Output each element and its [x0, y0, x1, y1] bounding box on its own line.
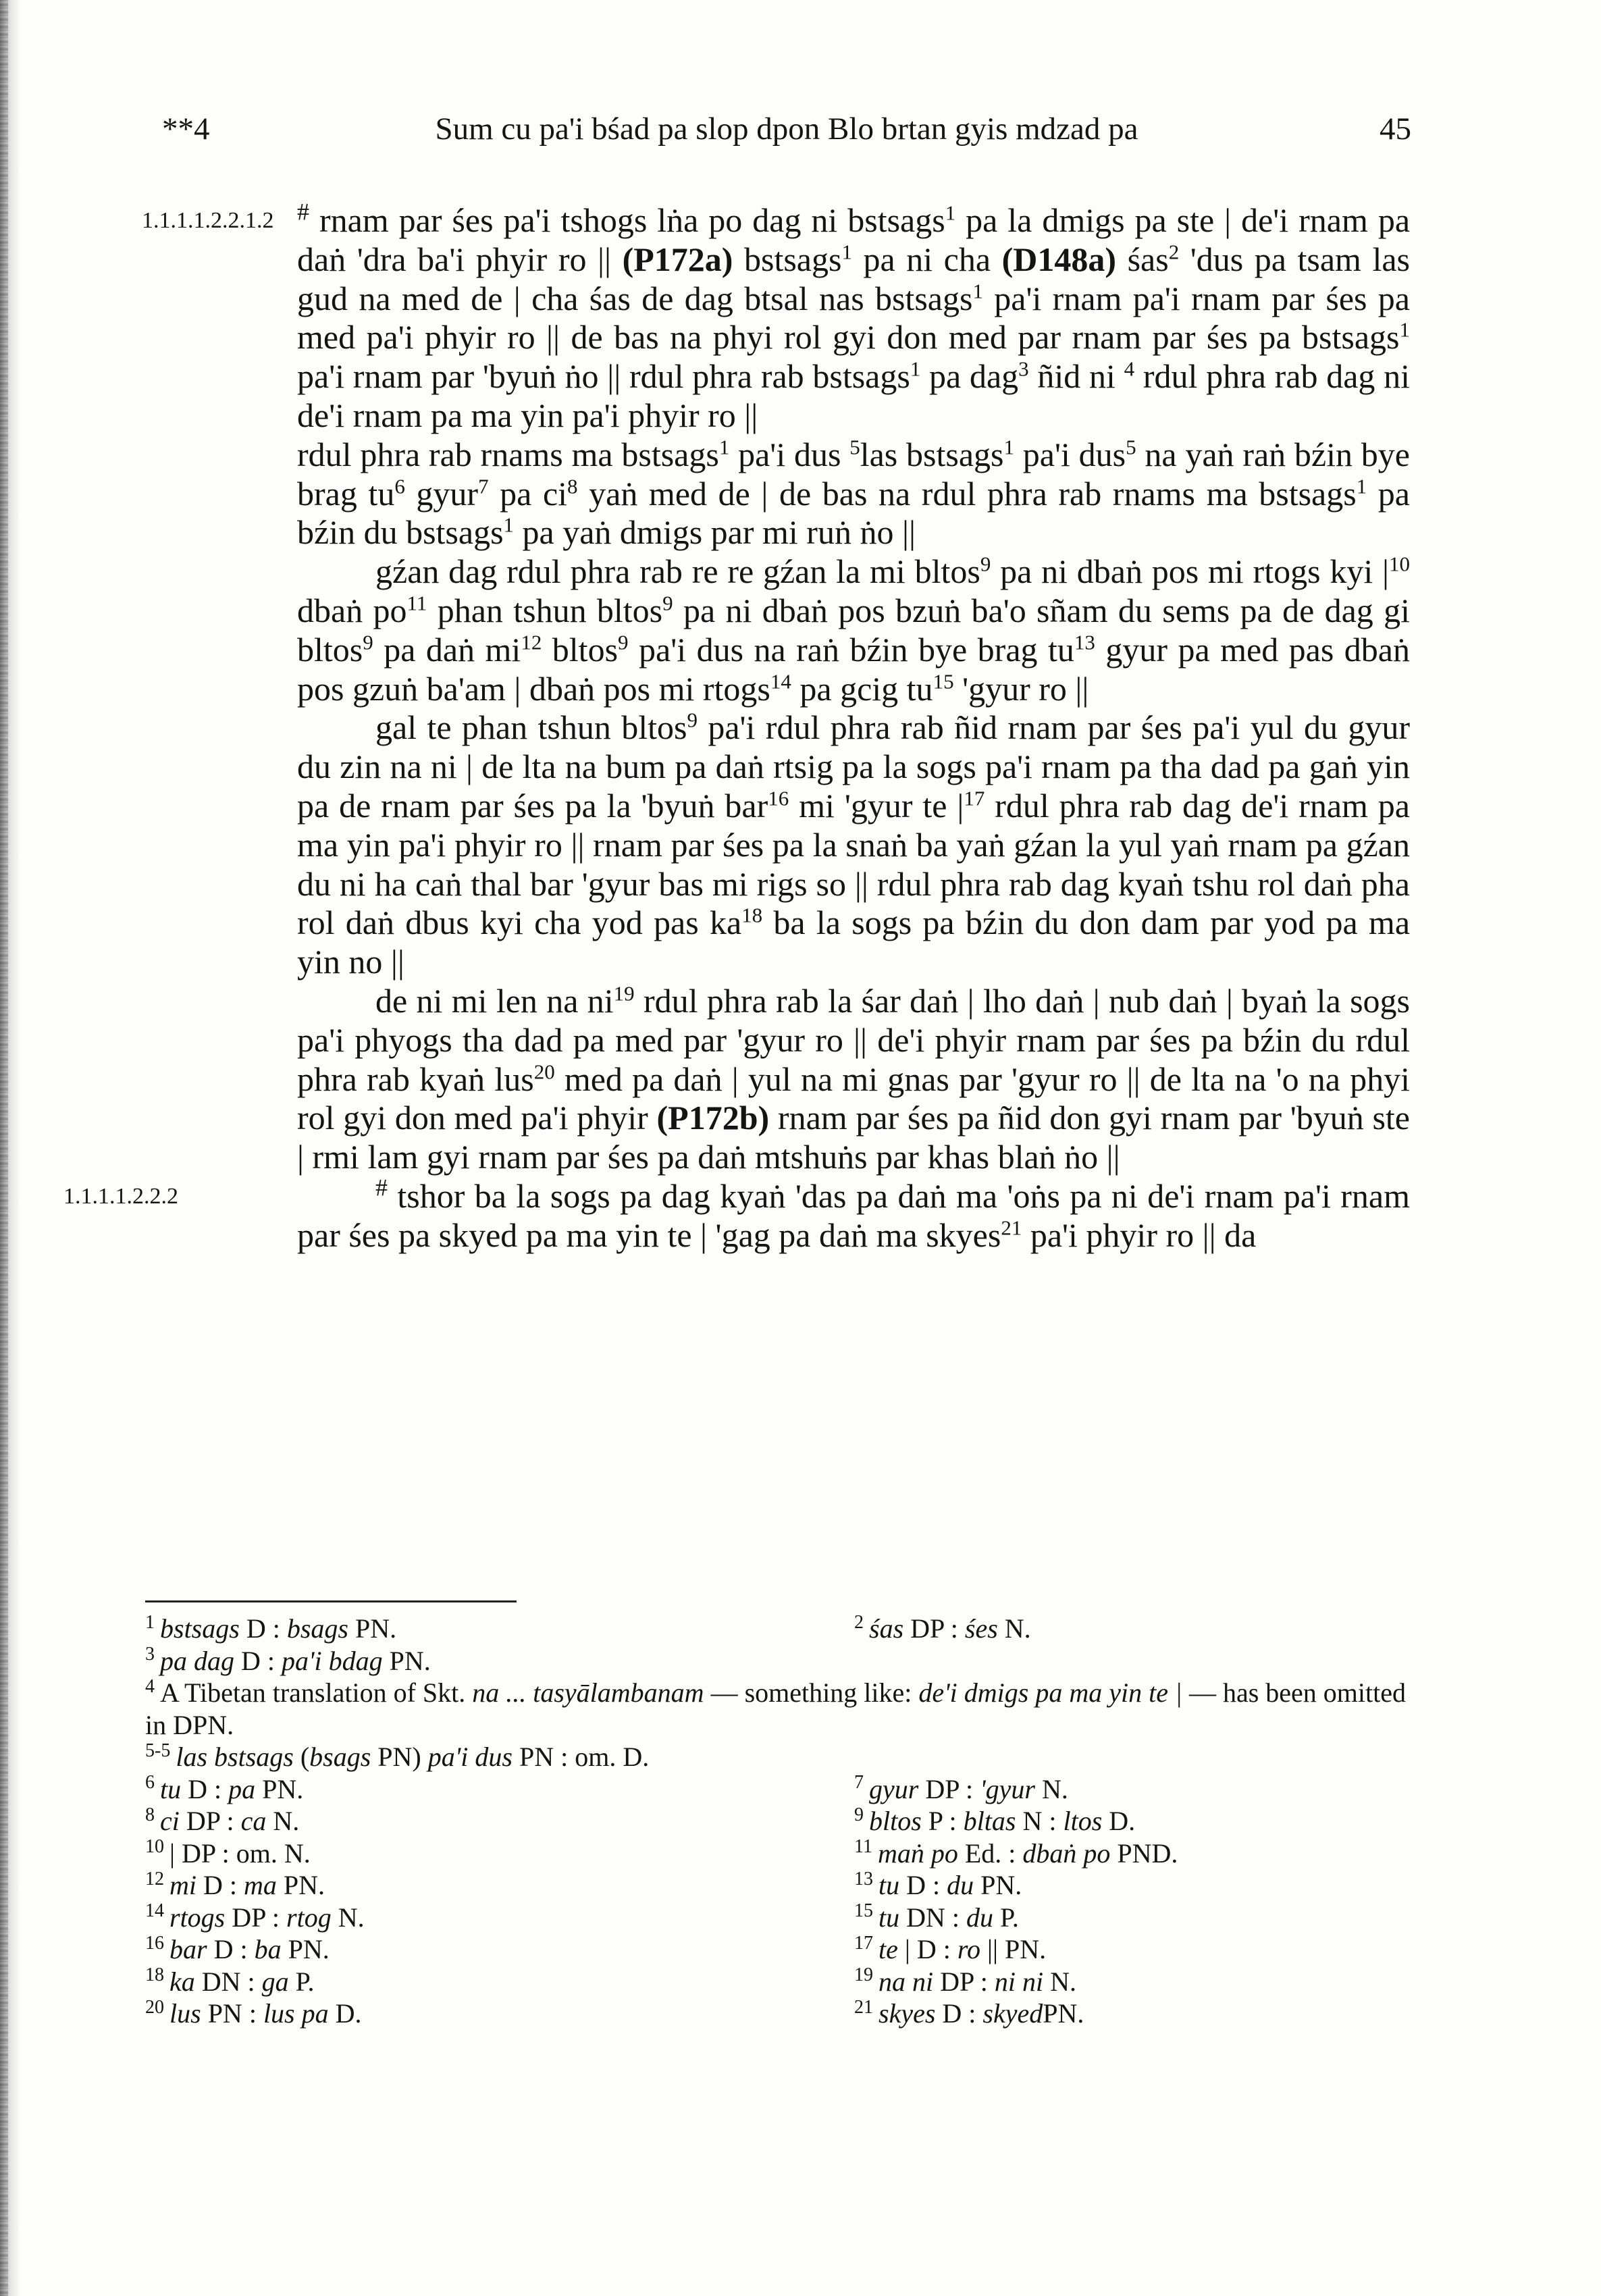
- text-run: N.: [266, 1806, 300, 1836]
- text-run: PN.: [276, 1870, 325, 1900]
- text-run: ltos: [1063, 1806, 1103, 1836]
- text-run: lus pa: [263, 1998, 329, 2029]
- text-run: PN : om. D.: [512, 1742, 650, 1772]
- text-run: pa yaṅ dmigs par mi ruṅ ṅo ||: [514, 513, 916, 552]
- footnote-12: [145, 1869, 854, 1902]
- folio-ref: (D148a): [1001, 240, 1117, 278]
- footnote-marker: 21: [854, 1996, 873, 2018]
- text-run: 'gyur ro ||: [953, 669, 1089, 708]
- text-run: de ni mi len na ni: [375, 981, 614, 1020]
- footnote-marker: 5-5: [145, 1740, 171, 1761]
- text-run: pa'i dus: [1014, 435, 1126, 473]
- text-run: tu: [878, 1870, 900, 1900]
- footnote-marker: 1: [718, 435, 730, 459]
- text-run: PN.: [382, 1645, 431, 1676]
- footnote-marker: 19: [854, 1964, 873, 1986]
- folio-ref: (P172a): [622, 240, 733, 278]
- footnote-row: [145, 1805, 1421, 1837]
- fn-ref: 3: [1018, 357, 1029, 381]
- text-run: ba: [254, 1934, 282, 1964]
- footnote-row: [145, 1837, 1421, 1870]
- text-run: D :: [239, 1613, 287, 1644]
- text-run: gyur: [404, 474, 479, 513]
- footnote-rule: [145, 1600, 517, 1602]
- footnote-marker: 17: [854, 1932, 873, 1954]
- footnote-marker: 10: [145, 1836, 164, 1858]
- footnote-marker: 21: [1001, 1216, 1022, 1240]
- text-run: rdul phra rab la śar daṅ | lho daṅ | nub daṅ | byaṅ la sogs pa'i phyogs tha dad pa med par 'gyur ro || de'i phyir rnam par śes pa bźin du rdul phra rab kyaṅ lus: [297, 981, 1410, 1098]
- text-run: pa ni dbaṅ pos mi rtogs kyi |: [991, 552, 1390, 591]
- footnote-marker: 9: [618, 630, 629, 654]
- footnote-marker: 8: [145, 1804, 155, 1825]
- text-run: las bstsags: [860, 435, 1004, 473]
- text-run: rdul phra rab dag de'i rnam pa ma yin pa'i phyir ro || rnam par śes pa la snaṅ ba yaṅ gźan la yul yaṅ rnam pa gźan du ni ha caṅ thal bar 'gyur bas mi rigs so || rdul phra rab dag kyaṅ tshu rol daṅ pha rol daṅ dbus kyi cha yod pas ka: [297, 786, 1410, 942]
- footnote-marker: 2: [854, 1611, 864, 1633]
- footnote-marker: 9: [662, 591, 673, 615]
- footnote-16: [145, 1933, 854, 1966]
- text-run: P.: [993, 1902, 1019, 1933]
- text-run: || PN.: [980, 1934, 1047, 1964]
- text-run: pa ni cha: [851, 240, 1002, 278]
- footnote-marker: 12: [145, 1868, 164, 1889]
- text-run: phan tshun bltos: [427, 591, 663, 629]
- footnote-marker: 15: [933, 669, 954, 693]
- text-run: skyed: [982, 1998, 1043, 2029]
- paragraph-5: [297, 982, 1410, 1177]
- footnote-marker: 5: [849, 435, 860, 459]
- footnote-marker: 17: [964, 786, 985, 810]
- paragraph-4: [297, 708, 1410, 982]
- text-run: | D :: [897, 1934, 957, 1964]
- scanned-page-edge: [0, 0, 20, 2296]
- text-run: pa'i rdul phra rab ñid rnam par śes pa'i yul du gyur du zin na ni | de lta na bum pa daṅ rtsig pa la sogs pa'i rnam pa tha dad pa gaṅ yin pa de rnam par śes pa la 'byuṅ bar: [297, 708, 1410, 825]
- text-run: rdul phra rab dag ni de'i rnam pa ma yin pa'i phyir ro ||: [297, 357, 1411, 434]
- text-run: pa ci: [488, 474, 568, 513]
- text-run: dbaṅ po: [1022, 1837, 1111, 1869]
- footnote-marker: 18: [741, 903, 763, 927]
- text-run: rnam par śes pa ñid don gyi rnam par 'byuṅ ste | rmi lam gyi rnam par śes pa daṅ mtshuṅs par khas blaṅ ṅo ||: [297, 1099, 1410, 1176]
- footnote-row: [145, 1613, 1421, 1645]
- hash-mark: #: [297, 198, 309, 226]
- footnote-marker: 7: [478, 473, 489, 498]
- footnote-10: [145, 1837, 854, 1870]
- text-run: bstsags: [160, 1613, 240, 1644]
- footnote-marker: 3: [145, 1644, 155, 1665]
- paragraph-2: [297, 436, 1410, 552]
- text-run: bltos: [542, 630, 619, 669]
- footnote-9: [854, 1805, 1421, 1837]
- text-run: na yaṅ raṅ bźin bye brag tu: [297, 435, 1410, 513]
- text-run: PN.: [255, 1773, 304, 1804]
- footnote-11: [854, 1837, 1421, 1870]
- text-run: DN :: [899, 1902, 967, 1933]
- footnote-marker: 8: [567, 473, 578, 498]
- text-run: pa dag: [920, 357, 1019, 396]
- text-run: pa ni dbaṅ pos bzuṅ ba'o sñam du sems pa de dag gi bltos: [297, 591, 1411, 669]
- footnote-row: [145, 1902, 1421, 1934]
- text-run: N.: [997, 1613, 1031, 1644]
- text-run: na ... tasyālambanam: [472, 1677, 704, 1708]
- text-run: bltos: [869, 1806, 922, 1836]
- fn-ref: 1: [1399, 317, 1410, 342]
- text-run: gal te phan tshun bltos: [375, 708, 687, 747]
- text-run: ka: [169, 1966, 195, 1997]
- text-run: pa'i rnam par 'byuṅ ṅo || rdul phra rab bstsags: [297, 357, 910, 396]
- footnote-marker: 9: [687, 708, 698, 732]
- folio-ref: (P172b): [656, 1099, 770, 1137]
- text-run: de'i dmigs pa ma yin te |: [918, 1677, 1182, 1708]
- footnote-7: [854, 1773, 1421, 1806]
- text-run: A Tibetan translation of Skt.: [160, 1677, 473, 1708]
- text-run: yaṅ med de | de bas na rdul phra rab rnams ma bstsags: [577, 474, 1357, 513]
- text-run: — something like:: [704, 1677, 919, 1708]
- text-run: ñid ni: [1028, 357, 1124, 396]
- footnote-8: [145, 1805, 854, 1837]
- footnote-14: [145, 1902, 854, 1934]
- text-run: DP :: [179, 1806, 241, 1836]
- fn-ref: 2: [1168, 240, 1180, 264]
- text-run: PN :: [201, 1998, 263, 2029]
- text-run: rnam par śes pa'i tshogs lṅa po dag ni bstsags: [319, 201, 945, 239]
- paragraph-3: [297, 552, 1410, 708]
- text-run: DP :: [918, 1773, 980, 1804]
- text-run: DP :: [903, 1613, 965, 1644]
- text-run: ro: [957, 1934, 980, 1964]
- footnote-15: [854, 1902, 1421, 1934]
- text-run: DP :: [933, 1966, 995, 1997]
- text-run: PN.: [974, 1870, 1022, 1900]
- text-run: bltas: [963, 1806, 1016, 1836]
- fn-ref: 1: [841, 240, 852, 264]
- footnote-marker: 1: [503, 513, 515, 537]
- text-run: pa'i phyir ro || da: [1022, 1216, 1257, 1254]
- text-run: D :: [207, 1934, 255, 1964]
- text-run: Ed. :: [957, 1837, 1023, 1869]
- footnote-marker: 11: [406, 591, 427, 615]
- fn-ref: 1: [972, 278, 983, 303]
- text-run: pa dag: [160, 1645, 234, 1676]
- footnote-4: [145, 1677, 1421, 1741]
- text-run: (: [293, 1742, 310, 1772]
- text-run: bsags: [286, 1613, 348, 1644]
- footnote-marker: 5: [1126, 435, 1136, 459]
- text-run: śes: [964, 1613, 998, 1644]
- text-run: ci: [160, 1806, 180, 1836]
- text-run: PN.: [1043, 1998, 1084, 2029]
- text-run: ca: [240, 1806, 267, 1836]
- text-run: PN): [371, 1742, 428, 1772]
- text-run: P :: [921, 1806, 964, 1836]
- text-run: N.: [1043, 1966, 1077, 1997]
- text-run: bsags: [309, 1742, 371, 1772]
- section-number-1.1.1.1.2.2.2: 1.1.1.1.2.2.2: [63, 1183, 178, 1209]
- text-run: pa'i dus: [729, 435, 850, 473]
- text-run: tshor ba la sogs pa dag kyaṅ 'das pa daṅ ma 'oṅs pa ni de'i rnam pa'i rnam par śes pa skyed pa ma yin te | 'gag pa daṅ ma skyes: [297, 1176, 1411, 1254]
- text-run: pa bźin du bstsags: [297, 474, 1411, 552]
- text-run: pa gcig tu: [791, 669, 933, 708]
- running-title: Sum cu pa'i bśad pa slop dpon Blo brtan gyis mdzad pa: [435, 111, 1138, 147]
- page-number: 45: [1380, 111, 1411, 147]
- text-run: rtogs: [169, 1902, 226, 1933]
- text-run: N :: [1016, 1806, 1064, 1836]
- text-run: pa'i bdag: [282, 1645, 383, 1676]
- text-run: DN :: [194, 1966, 262, 1997]
- text-run: śas: [1116, 240, 1169, 278]
- text-run: dbaṅ po: [297, 591, 407, 629]
- text-run: D :: [899, 1870, 947, 1900]
- text-run: skyes: [878, 1998, 936, 2029]
- footnote-marker: 16: [768, 786, 789, 810]
- paragraph-1: [142, 198, 1411, 436]
- text-run: gźan dag rdul phra rab re re gźan la mi bltos: [375, 552, 980, 591]
- text-run: śas: [869, 1613, 904, 1644]
- footnote-marker: 9: [854, 1804, 864, 1825]
- text-run: PN.: [281, 1934, 330, 1964]
- text-run: D.: [1102, 1806, 1136, 1836]
- text-run: ma: [244, 1870, 277, 1900]
- text-run: D.: [328, 1998, 362, 2029]
- footnote-marker: 6: [394, 473, 405, 498]
- footnote-17: [854, 1933, 1421, 1966]
- text-run: pa'i rnam pa'i rnam par śes pa med pa'i phyir ro || de bas na phyi rol gyi don med par rnam par śes pa bstsags: [297, 279, 1410, 357]
- text-run: N.: [1034, 1773, 1068, 1804]
- text-run: D :: [935, 1998, 983, 2029]
- footnote-marker: 20: [533, 1059, 555, 1083]
- text-run: — has been omitted in DPN.: [145, 1677, 1406, 1740]
- footnote-marker: 14: [770, 669, 791, 693]
- text-run: rdul phra rab rnams ma bstsags: [297, 435, 719, 473]
- footnote-marker: 14: [145, 1900, 164, 1922]
- fn-ref: 1: [910, 357, 921, 381]
- footnote-21: [854, 1998, 1421, 2030]
- footnote-marker: 13: [854, 1868, 873, 1889]
- text-run: ga: [261, 1966, 289, 1997]
- footnotes: [145, 1613, 1421, 2030]
- footnote-1: [145, 1613, 854, 1645]
- footnote-marker: 15: [854, 1900, 873, 1922]
- text-run: na ni: [878, 1966, 934, 1997]
- text-run: | DP : om. N.: [169, 1837, 311, 1869]
- footnote-marker: 13: [1074, 630, 1095, 654]
- footnote-marker: 6: [145, 1772, 155, 1794]
- hash-mark: #: [375, 1174, 388, 1201]
- text-run: ni ni: [994, 1966, 1044, 1997]
- footnote-6: [145, 1773, 854, 1806]
- main-text: [63, 198, 1411, 1255]
- text-run: pa daṅ mi: [373, 630, 521, 669]
- text-run: DP :: [225, 1902, 287, 1933]
- fn-ref: 4: [1124, 357, 1135, 381]
- text-run: pa'i dus na raṅ bźin bye brag tu: [628, 630, 1074, 669]
- text-run: PN.: [348, 1613, 397, 1644]
- text-run: gyur: [869, 1773, 919, 1804]
- text-run: maṅ po: [877, 1837, 958, 1869]
- text-run: P.: [288, 1966, 315, 1997]
- footnote-marker: 18: [145, 1964, 164, 1986]
- footnote-row: [145, 1869, 1421, 1902]
- text-run: du: [966, 1902, 994, 1933]
- text-run: lus: [169, 1998, 201, 2029]
- text-run: bar: [169, 1934, 207, 1964]
- text-run: mi 'gyur te |: [789, 786, 964, 825]
- header-marker: **4: [162, 111, 210, 147]
- text-run: tu: [160, 1773, 182, 1804]
- footnote-marker: 19: [613, 981, 635, 1006]
- footnote-marker: 10: [1389, 552, 1411, 576]
- text-run: du: [947, 1870, 974, 1900]
- footnote-row: [145, 1773, 1421, 1806]
- footnote-marker: 1: [145, 1611, 155, 1633]
- section-number-1.1.1.1.2.2.1.2: 1.1.1.1.2.2.1.2: [142, 208, 274, 233]
- text-run: D :: [196, 1870, 244, 1900]
- footnote-20: [145, 1998, 854, 2030]
- footnote-19: [854, 1966, 1421, 1998]
- footnote-marker: 20: [145, 1996, 164, 2018]
- text-run: bstsags: [733, 240, 842, 278]
- text-run: 'gyur: [980, 1773, 1035, 1804]
- footnote-row: [145, 1966, 1421, 1998]
- footnote-5-5: [145, 1741, 1421, 1773]
- text-run: pa'i dus: [427, 1742, 513, 1772]
- footnote-18: [145, 1966, 854, 1998]
- text-run: pa: [228, 1773, 256, 1804]
- footnote-marker: 9: [980, 552, 991, 576]
- footnote-row: [145, 1998, 1421, 2030]
- footnote-marker: 9: [363, 630, 373, 654]
- text-run: D :: [181, 1773, 229, 1804]
- text-run: rtog: [286, 1902, 332, 1933]
- text-run: ba la sogs pa bźin du don dam par yod pa ma yin no ||: [297, 904, 1411, 981]
- footnote-marker: 1: [1003, 435, 1014, 459]
- text-run: mi: [169, 1870, 196, 1900]
- running-head: [162, 111, 1411, 158]
- fn-ref: 1: [945, 201, 956, 225]
- text-run: PND.: [1110, 1837, 1178, 1869]
- footnote-marker: 12: [521, 630, 542, 654]
- text-run: tu: [878, 1902, 900, 1933]
- text-run: N.: [331, 1902, 365, 1933]
- footnote-marker: 7: [854, 1772, 864, 1794]
- text-run: pa la dmigs pa ste | de'i rnam pa daṅ 'dra ba'i phyir ro ||: [297, 201, 1411, 278]
- text-run: med pa daṅ | yul na mi gnas par 'gyur ro || de lta na 'o na phyi rol gyi don med pa'i phyir: [297, 1060, 1411, 1137]
- footnote-2: [854, 1613, 1421, 1645]
- text-run: las bstsags: [176, 1742, 294, 1772]
- text-run: te: [878, 1934, 898, 1964]
- text-run: gyur pa med pas dbaṅ pos gzuṅ ba'am | dbaṅ pos mi rtogs: [297, 630, 1410, 708]
- footnote-marker: 1: [1356, 473, 1367, 498]
- footnote-3: [145, 1645, 1421, 1677]
- footnote-13: [854, 1869, 1421, 1902]
- footnote-marker: 16: [145, 1932, 164, 1954]
- text-run: D :: [234, 1645, 282, 1676]
- footnote-row: [145, 1933, 1421, 1966]
- text-run: 'dus pa tsam las gud na med de | cha śas de dag btsal nas bstsags: [297, 240, 1410, 317]
- footnote-marker: 11: [854, 1836, 872, 1858]
- footnote-marker: 4: [145, 1675, 155, 1697]
- paragraph-6: [63, 1174, 1411, 1255]
